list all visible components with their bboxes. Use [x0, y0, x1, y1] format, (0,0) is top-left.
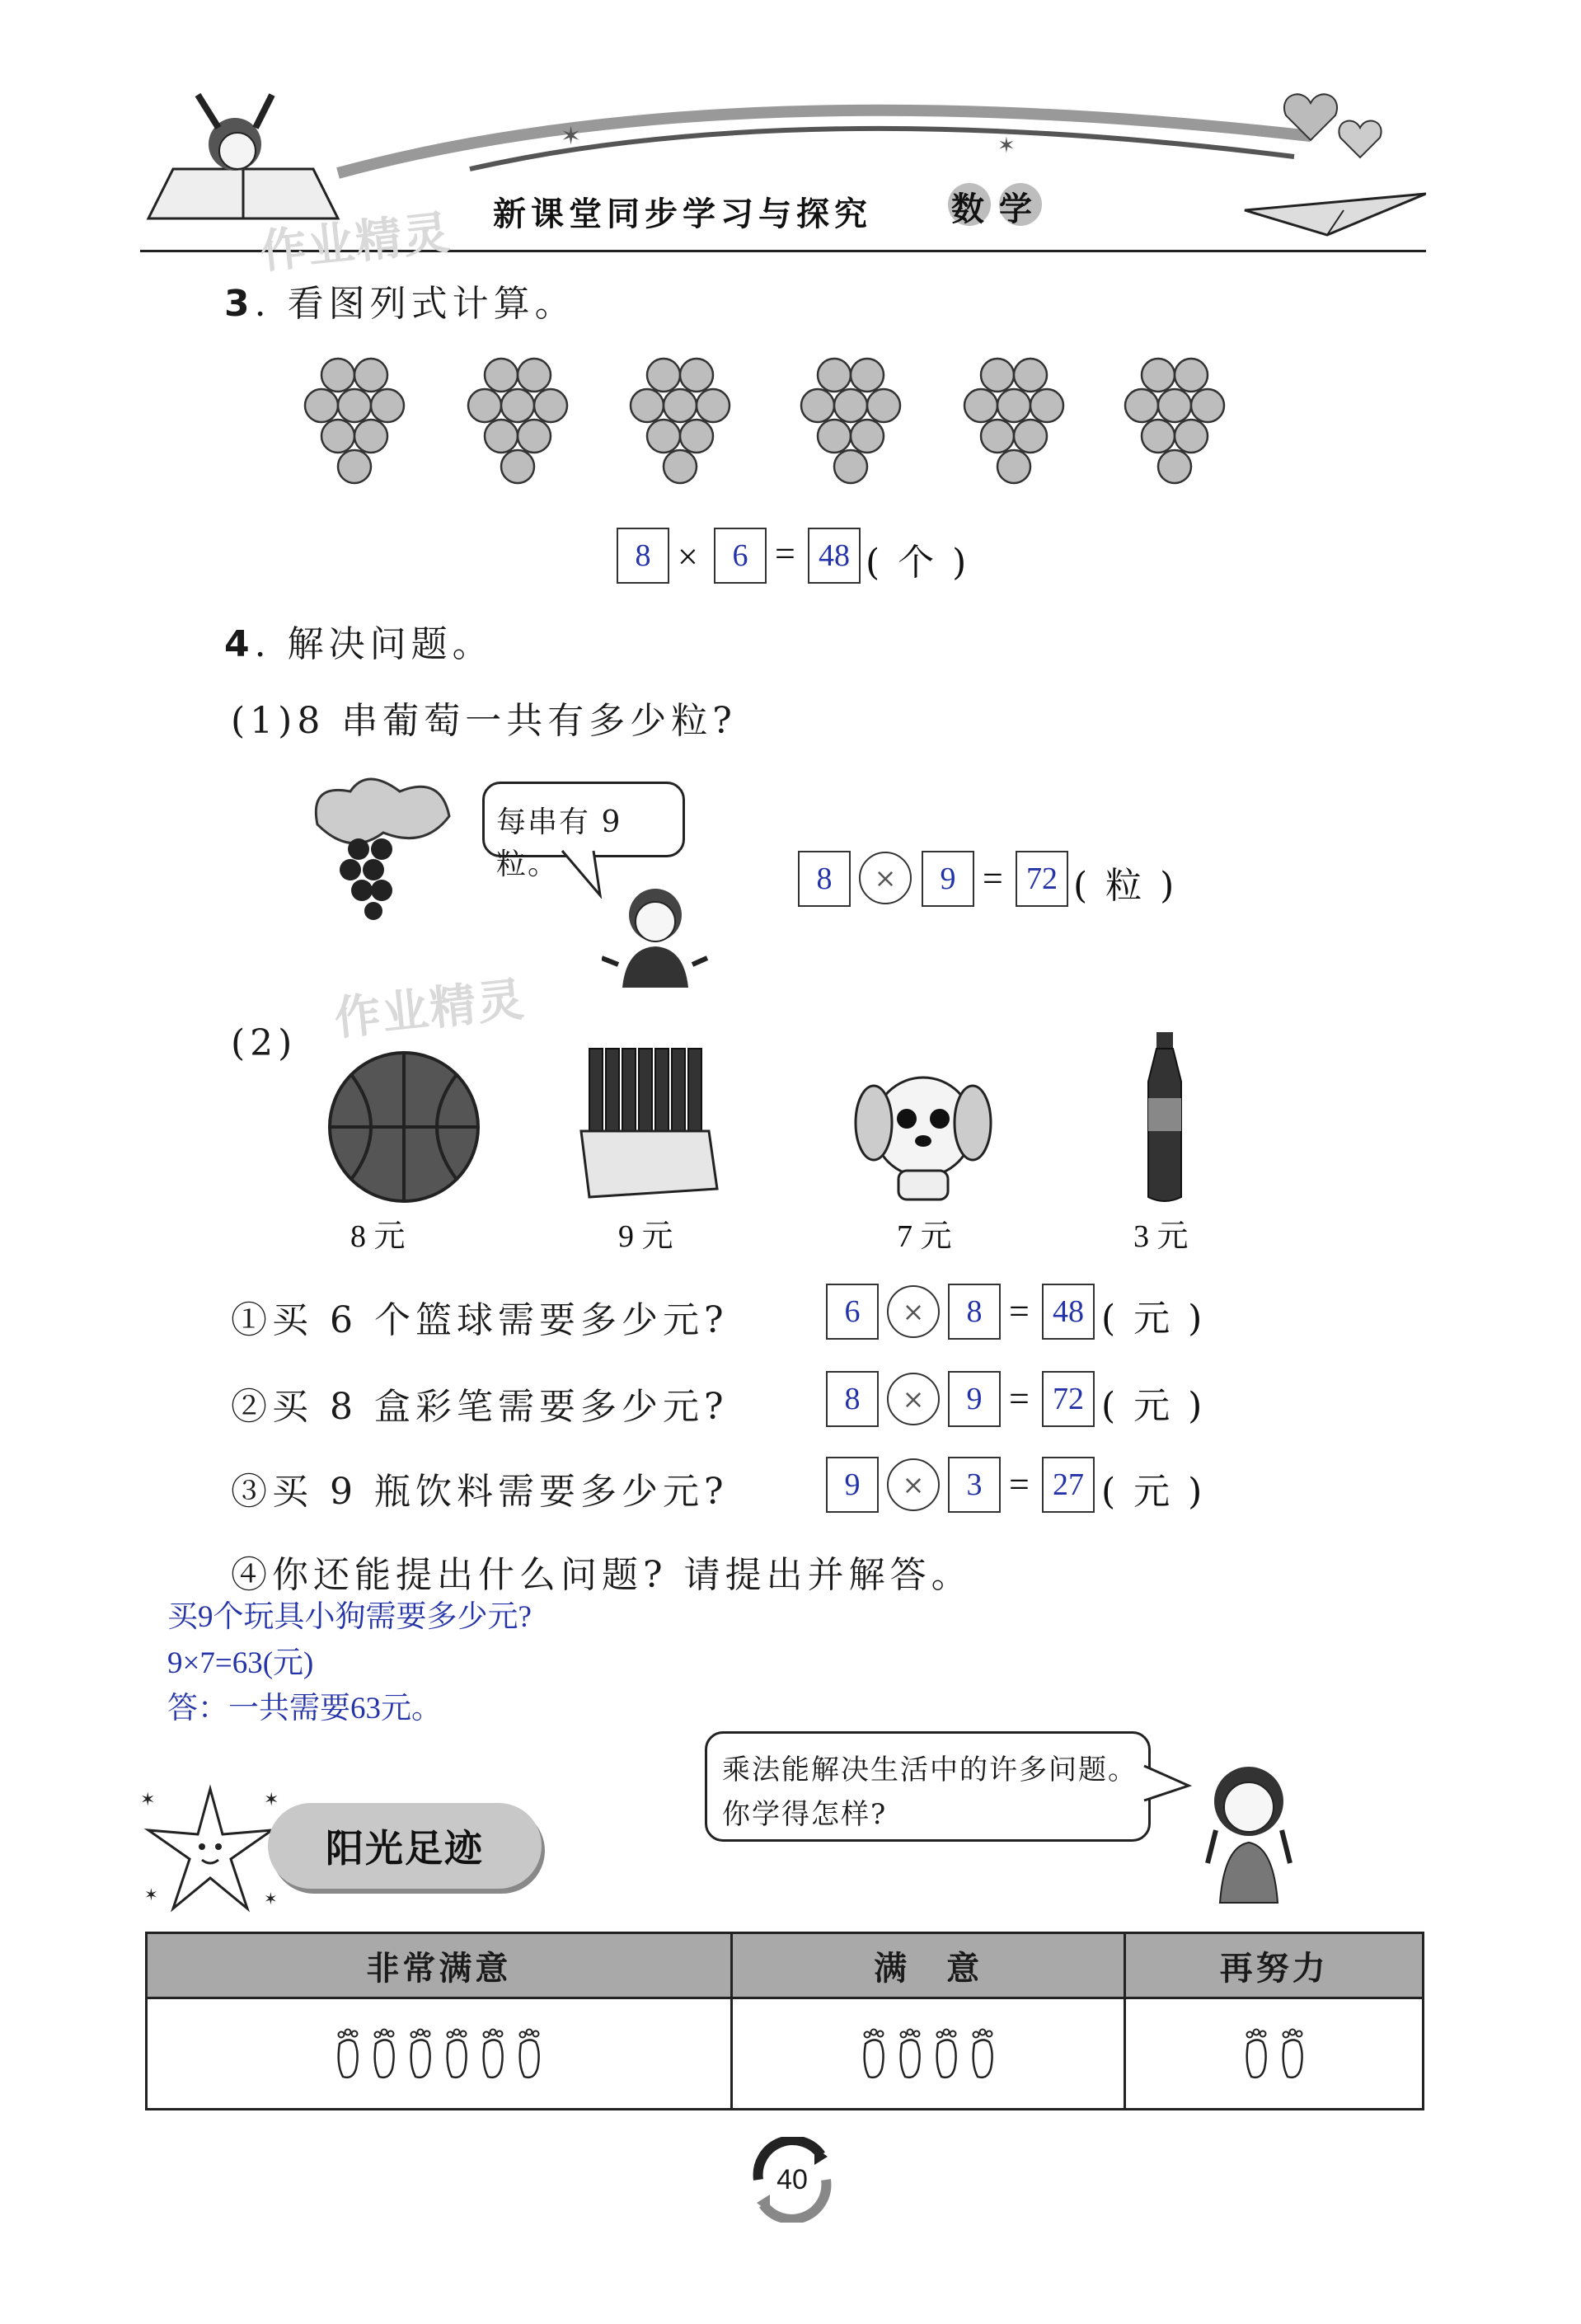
- q3-heading: [224, 274, 576, 326]
- header-subject: 数学: [951, 190, 1047, 228]
- svg-text:✶: ✶: [140, 1790, 156, 1810]
- unit-label: ( 粒 ): [1073, 865, 1178, 907]
- answer-box[interactable]: 72: [1042, 1371, 1095, 1427]
- page-number: 40: [776, 2163, 808, 2195]
- svg-text:✶: ✶: [264, 1889, 278, 1908]
- answer-box[interactable]: 9: [948, 1371, 1001, 1427]
- flower-dots-figure: [297, 346, 1269, 486]
- svg-text:✶: ✶: [144, 1885, 158, 1904]
- footprint-icon: [442, 2027, 471, 2080]
- equals-sign: =: [1009, 1378, 1030, 1419]
- sub-question-4: ④你还能提出什么问题? 请提出并解答。: [231, 1554, 973, 1596]
- unit-label: ( 元 ): [1101, 1298, 1206, 1340]
- grapes-icon: [301, 767, 466, 923]
- rating-cell-satisfied[interactable]: [731, 1998, 1125, 2110]
- footprints-row: [148, 2027, 730, 2080]
- svg-text:✶: ✶: [561, 122, 582, 151]
- svg-text:✶: ✶: [997, 134, 1016, 158]
- q4-p1-question: (1)8 串葡萄一共有多少粒?: [231, 700, 737, 742]
- tip-line-2: 你学得怎样?: [722, 1798, 888, 1831]
- watermark: 作业精灵: [257, 206, 454, 279]
- answer-box[interactable]: 48: [1042, 1284, 1095, 1340]
- basketball-icon: [326, 1049, 482, 1205]
- answer-box[interactable]: 8: [826, 1371, 879, 1427]
- star-mascot-icon: [140, 1781, 280, 1921]
- answer-box[interactable]: 27: [1042, 1457, 1095, 1513]
- tip-bubble-tail: [1142, 1764, 1192, 1805]
- unit-label: ( 元 ): [1101, 1471, 1206, 1513]
- footprint-icon: [333, 2027, 363, 2080]
- q3-text: . 看图列式计算。: [254, 283, 576, 325]
- q4-number: 4: [224, 623, 255, 665]
- flower-group-3: [631, 359, 730, 483]
- footprint-icon: [1241, 2027, 1271, 2080]
- answer-box[interactable]: 6: [714, 528, 767, 584]
- answer-box[interactable]: 8: [798, 851, 851, 907]
- tip-bubble: [705, 1731, 1151, 1842]
- price-label: 7 元: [897, 1219, 952, 1254]
- rating-header-very-satisfied: 非常满意: [147, 1933, 732, 1998]
- times-sign: ×: [678, 537, 698, 577]
- sub-question-2: ②买 8 盒彩笔需要多少元?: [231, 1386, 729, 1428]
- price-label: 8 元: [350, 1219, 406, 1254]
- drink-bottle-icon: [1136, 1032, 1194, 1205]
- footprints-row: [1127, 2027, 1421, 2080]
- answer-box[interactable]: 3: [948, 1457, 1001, 1513]
- operator-circle[interactable]: ×: [859, 852, 912, 904]
- rating-table: [145, 1932, 1424, 2110]
- boy-icon: [602, 882, 709, 989]
- answer-box[interactable]: 6: [826, 1284, 879, 1340]
- price-label: 3 元: [1133, 1219, 1189, 1254]
- operator-circle[interactable]: ×: [887, 1458, 940, 1511]
- answer-box[interactable]: 9: [826, 1457, 879, 1513]
- marker-box-icon: [573, 1040, 721, 1205]
- footprints-row: [734, 2027, 1124, 2080]
- q4-p2-label: (2): [231, 1022, 298, 1064]
- speech-bubble: [482, 782, 685, 881]
- rating-cell-try-harder[interactable]: [1125, 1998, 1424, 2110]
- rating-header-try-harder: 再努力: [1125, 1933, 1424, 1998]
- operator-circle[interactable]: ×: [887, 1373, 940, 1425]
- price-label: 9 元: [618, 1219, 673, 1254]
- handwritten-answer-line: 答：一共需要63元。: [167, 1692, 442, 1725]
- rating-cell-very-satisfied[interactable]: [147, 1998, 732, 2110]
- footprint-icon: [895, 2027, 925, 2080]
- operator-circle[interactable]: ×: [887, 1285, 940, 1338]
- equals-sign: =: [775, 533, 795, 574]
- sub-question-3: ③买 9 瓶饮料需要多少元?: [231, 1471, 729, 1513]
- footprint-icon: [1278, 2027, 1307, 2080]
- handwritten-answer-line: 9×7=63(元): [167, 1646, 314, 1680]
- rating-header-satisfied: 满 意: [731, 1933, 1125, 1998]
- sub-question-1: ①买 6 个篮球需要多少元?: [231, 1299, 729, 1341]
- answer-box[interactable]: 48: [808, 528, 861, 584]
- unit-label: ( 元 ): [1101, 1385, 1206, 1427]
- q3-number: 3: [224, 283, 255, 325]
- tip-line-1: 乘法能解决生活中的许多问题。: [722, 1754, 1138, 1786]
- footprint-icon: [931, 2027, 961, 2080]
- flower-group-5: [964, 359, 1063, 483]
- flower-group-2: [468, 359, 567, 483]
- q4-text: . 解决问题。: [254, 623, 494, 665]
- footprint-icon: [478, 2027, 508, 2080]
- toy-dog-icon: [853, 1065, 993, 1205]
- header-title: 新课堂同步学习与探究: [493, 195, 872, 233]
- answer-box[interactable]: 8: [948, 1284, 1001, 1340]
- speech-text: 每串有 9 粒。: [496, 805, 622, 881]
- footprint-icon: [859, 2027, 889, 2080]
- answer-box[interactable]: 72: [1016, 851, 1068, 907]
- answer-box[interactable]: 8: [617, 528, 669, 584]
- answer-box[interactable]: 9: [922, 851, 974, 907]
- footprint-icon: [968, 2027, 997, 2080]
- unit-label: ( 个 ): [866, 542, 970, 584]
- footprint-icon: [406, 2027, 435, 2080]
- footprint-icon: [514, 2027, 544, 2080]
- q4-heading: [224, 614, 494, 667]
- equals-sign: =: [1009, 1464, 1030, 1505]
- flower-group-1: [305, 359, 404, 483]
- footprint-icon: [369, 2027, 399, 2080]
- handwritten-answer-line: 买9个玩具小狗需要多少元?: [167, 1600, 532, 1634]
- svg-text:✶: ✶: [264, 1790, 279, 1810]
- flower-group-6: [1125, 359, 1224, 483]
- sunshine-footprints-badge: 阳光足迹: [268, 1803, 542, 1889]
- flower-group-4: [801, 359, 900, 483]
- watermark: 作业精灵: [331, 973, 528, 1046]
- girl-icon: [1191, 1756, 1307, 1904]
- equals-sign: =: [983, 858, 1003, 899]
- equals-sign: =: [1009, 1291, 1030, 1331]
